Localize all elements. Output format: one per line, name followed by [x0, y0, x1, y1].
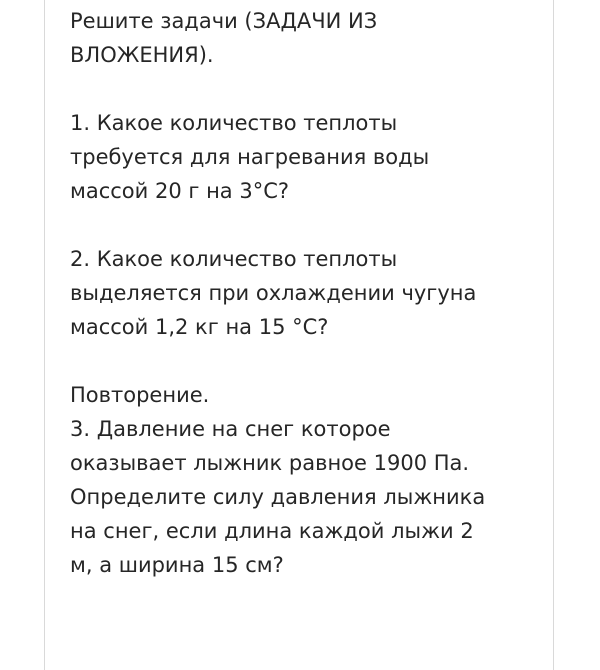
- repeat-heading: Повторение.: [70, 383, 210, 407]
- intro-paragraph: Решите задачи (ЗАДАЧИ ИЗ ВЛОЖЕНИЯ).: [70, 9, 378, 67]
- task-3: 3. Давление на снег которое оказывает лыжник равное 1900 Па. Определите силу давления лыжника на снег, если длина каждой лыжи 2 м, а ширина 15 см?: [70, 417, 486, 577]
- left-border-line: [44, 0, 45, 670]
- message-text: [70, 4, 540, 582]
- paragraph-gap: [70, 72, 540, 106]
- paragraph-gap: [70, 344, 540, 378]
- task-2: 2. Какое количество теплоты выделяется при охлаждении чугуна массой 1,2 кг на 15 °С?: [70, 247, 477, 339]
- right-border-line: [553, 0, 554, 670]
- paragraph-gap: [70, 208, 540, 242]
- task-1: 1. Какое количество теплоты требуется для нагревания воды массой 20 г на 3°С?: [70, 111, 430, 203]
